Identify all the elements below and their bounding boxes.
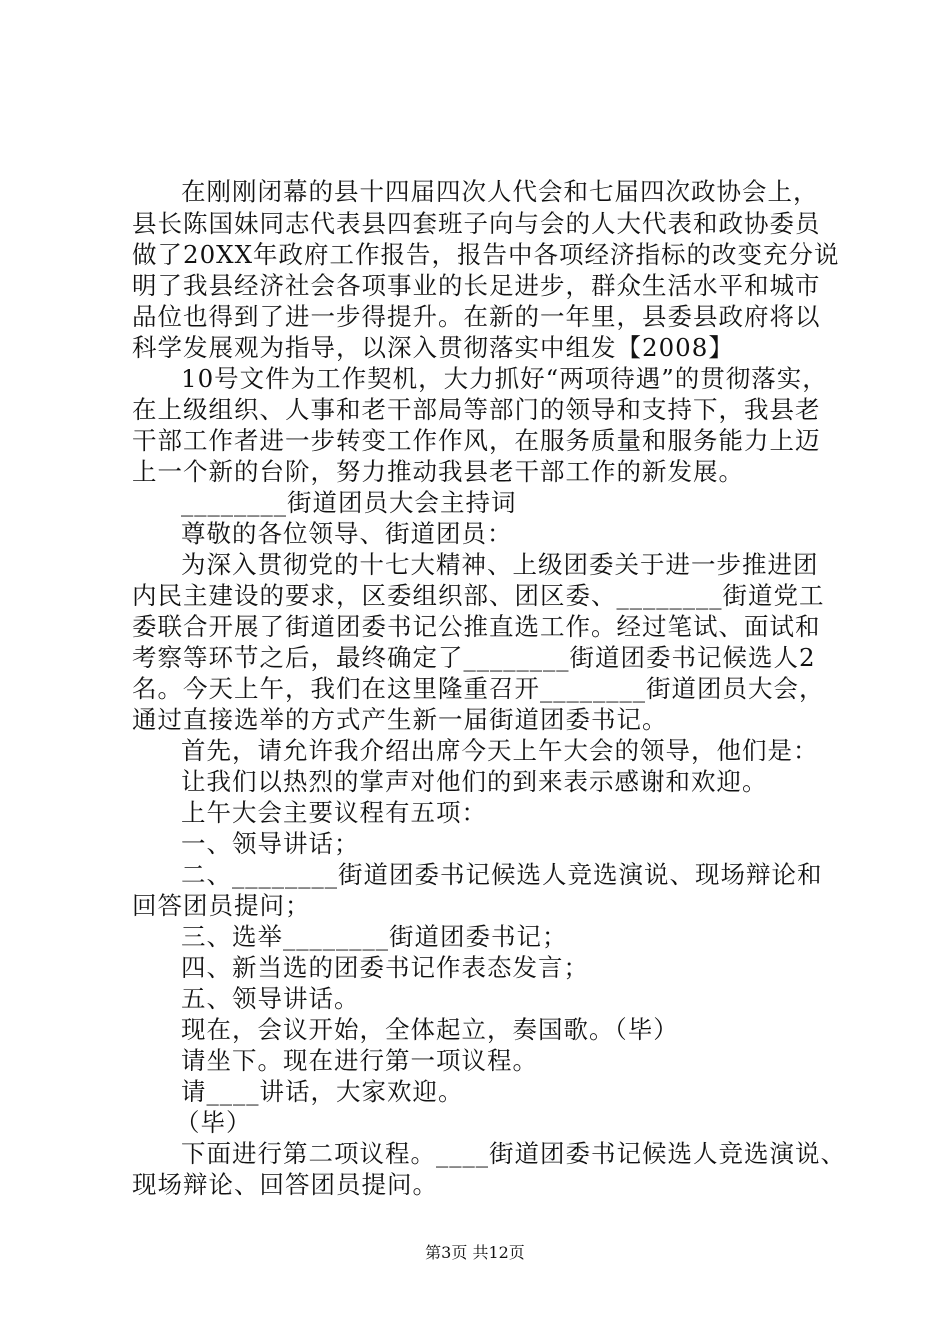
paragraph-line: 现场辩论、回答团员提问。 xyxy=(132,1170,438,1199)
agenda-item: 二、________街道团委书记候选人竞选演说、现场辩论和 xyxy=(181,860,823,889)
agenda-item-continued: 回答团员提问； xyxy=(132,891,311,920)
agenda-item: 五、领导讲话。 xyxy=(181,984,360,1013)
agenda-item: 四、新当选的团委书记作表态发言； xyxy=(181,953,589,982)
agenda-item: 三、选举________街道团委书记； xyxy=(181,922,568,951)
paragraph-line: 明了我县经济社会各项事业的长足进步，群众生活水平和城市 xyxy=(132,271,821,300)
paragraph-line: 在上级组织、人事和老干部局等部门的领导和支持下，我县老 xyxy=(132,395,821,424)
paragraph-line: 内民主建设的要求，区委组织部、团区委、________街道党工 xyxy=(132,581,825,610)
paragraph-line: 现在，会议开始，全体起立，奏国歌。（毕） xyxy=(181,1015,679,1044)
agenda-item: 一、领导讲话； xyxy=(181,829,360,858)
salutation: 尊敬的各位领导、街道团员： xyxy=(181,519,513,548)
paragraph-line: 上一个新的台阶，努力推动我县老干部工作的新发展。 xyxy=(132,457,744,486)
paragraph-line: 首先，请允许我介绍出席今天上午大会的领导，他们是： xyxy=(181,736,819,765)
paragraph-line: 请____讲话，大家欢迎。 xyxy=(181,1077,464,1106)
paragraph-line: 让我们以热烈的掌声对他们的到来表示感谢和欢迎。 xyxy=(181,767,768,796)
paragraph-line: 为深入贯彻党的十七大精神、上级团委关于进一步推进团 xyxy=(181,550,819,579)
paragraph-line: 请坐下。现在进行第一项议程。 xyxy=(181,1046,538,1075)
paragraph-line: 10号文件为工作契机，大力抓好“两项待遇”的贯彻落实， xyxy=(181,364,828,393)
paragraph-line: 做了20XX年政府工作报告，报告中各项经济指标的改变充分说 xyxy=(132,240,840,269)
page-footer: 第3页 共12页 xyxy=(425,1243,525,1262)
paragraph-line: 县长陈国妹同志代表县四套班子向与会的人大代表和政协委员 xyxy=(132,209,821,238)
section-title: ________街道团员大会主持词 xyxy=(181,488,517,517)
paragraph-line: 下面进行第二项议程。____街道团委书记候选人竞选演说、 xyxy=(181,1139,846,1168)
paragraph-line: 科学发展观为指导，以深入贯彻落实中组发【2008】 xyxy=(132,333,734,362)
paragraph-line: 品位也得到了进一步得提升。在新的一年里，县委县政府将以 xyxy=(132,302,821,331)
paragraph-line: （毕） xyxy=(175,1108,252,1137)
paragraph-line: 考察等环节之后，最终确定了________街道团委书记候选人2 xyxy=(132,643,816,672)
paragraph-line: 干部工作者进一步转变工作作风，在服务质量和服务能力上迈 xyxy=(132,426,821,455)
paragraph-line: 委联合开展了街道团委书记公推直选工作。经过笔试、面试和 xyxy=(132,612,821,641)
paragraph-line: 在刚刚闭幕的县十四届四次人代会和七届四次政协会上， xyxy=(181,177,819,206)
paragraph-line: 上午大会主要议程有五项： xyxy=(181,798,487,827)
paragraph-line: 通过直接选举的方式产生新一届街道团委书记。 xyxy=(132,705,668,734)
paragraph-line: 名。今天上午，我们在这里隆重召开________街道团员大会， xyxy=(132,674,825,703)
